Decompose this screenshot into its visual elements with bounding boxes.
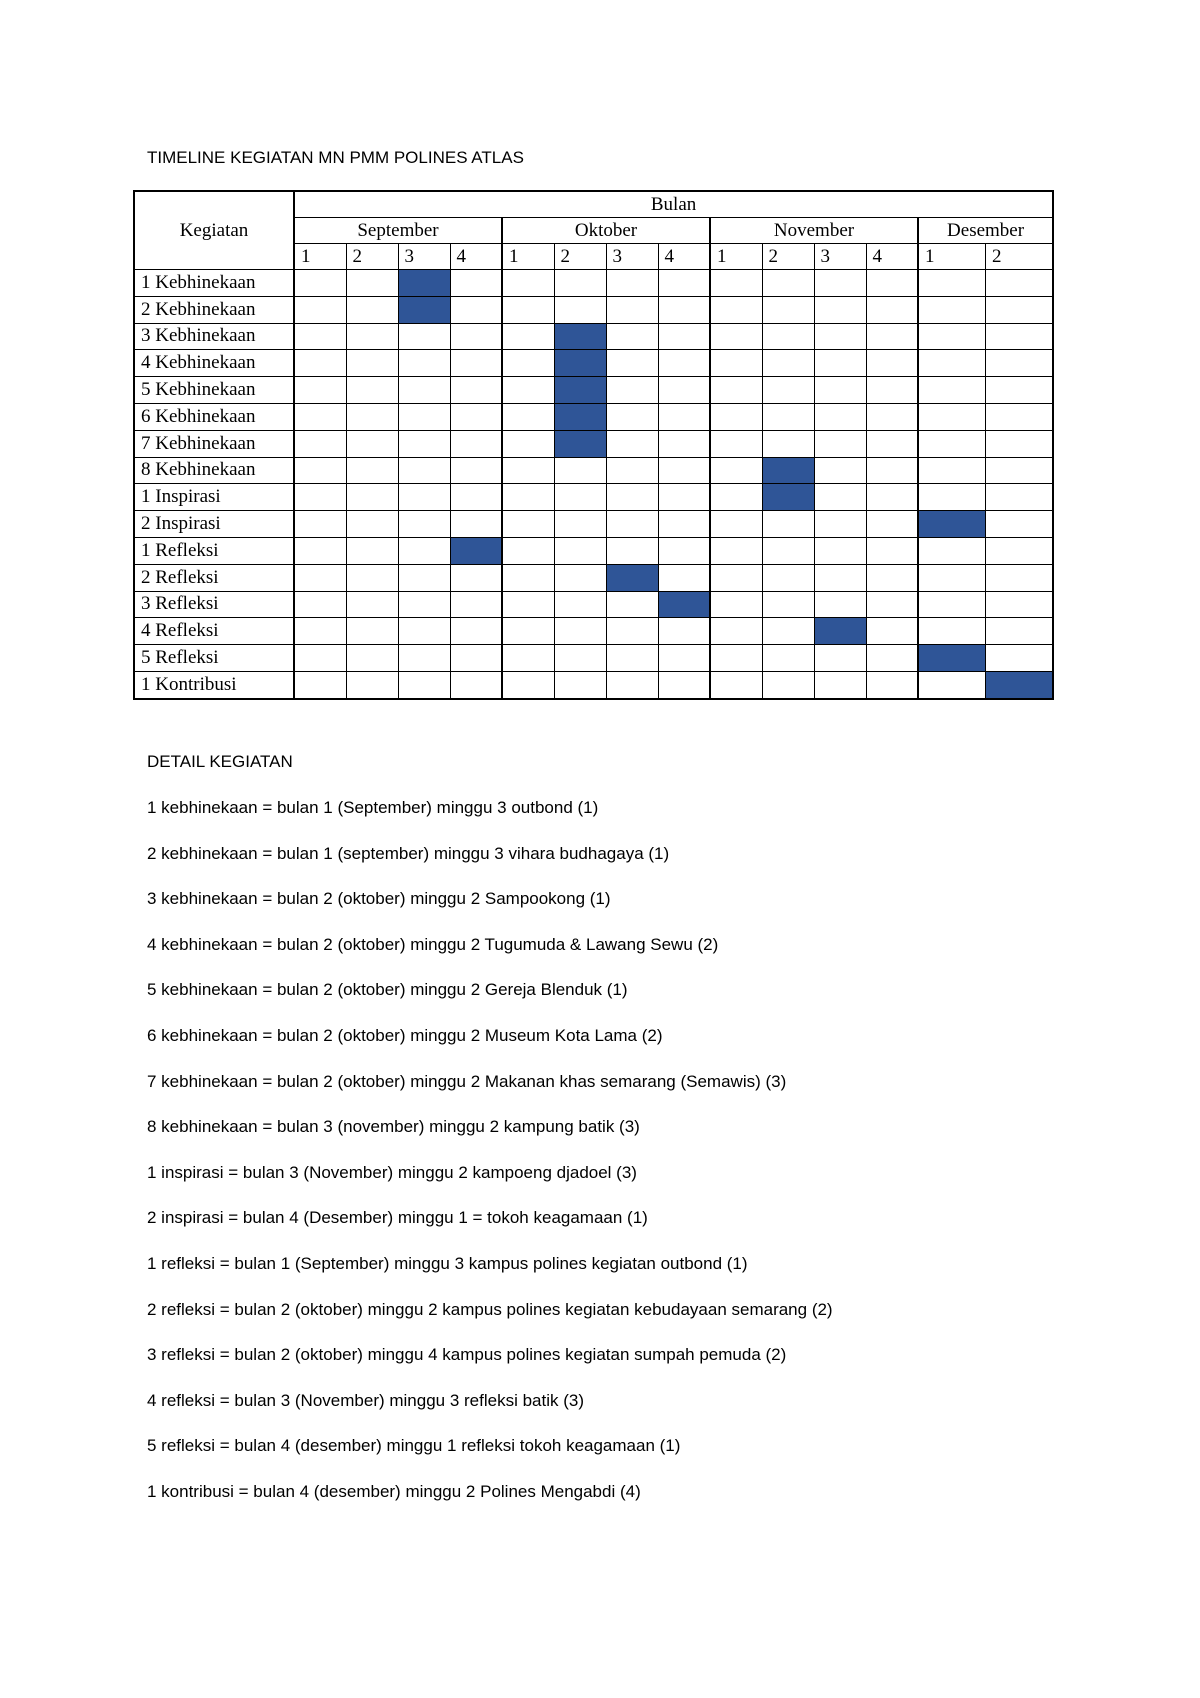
- scheduled-cell: [762, 484, 814, 511]
- week-cell: [398, 430, 450, 457]
- detail-line: 4 kebhinekaan = bulan 2 (oktober) minggu 2 Tugumuda & Lawang Sewu (2): [147, 934, 719, 954]
- week-cell: [710, 564, 762, 591]
- detail-line: 1 inspirasi = bulan 3 (November) minggu 2 kampoeng djadoel (3): [147, 1162, 637, 1182]
- week-cell: [450, 403, 502, 430]
- detail-line: 5 kebhinekaan = bulan 2 (oktober) minggu 2 Gereja Blenduk (1): [147, 980, 628, 1000]
- scheduled-cell: [554, 430, 606, 457]
- week-cell: [346, 296, 398, 323]
- week-cell: [450, 591, 502, 618]
- week-cell: [866, 296, 918, 323]
- week-cell: [710, 457, 762, 484]
- week-cell: [762, 618, 814, 645]
- week-cell: [866, 591, 918, 618]
- week-cell: [710, 403, 762, 430]
- week-cell: [294, 323, 346, 350]
- week-cell: [398, 645, 450, 672]
- week-cell: [346, 270, 398, 297]
- detail-line: 4 refleksi = bulan 3 (November) minggu 3 refleksi batik (3): [147, 1390, 584, 1410]
- week-cell: [986, 377, 1054, 404]
- activity-label: 7 Kebhinekaan: [134, 430, 294, 457]
- scheduled-cell: [658, 591, 710, 618]
- week-cell: [762, 377, 814, 404]
- week-cell: [502, 564, 554, 591]
- week-cell: [762, 350, 814, 377]
- week-cell: [762, 296, 814, 323]
- week-cell: [606, 537, 658, 564]
- week-cell: [814, 671, 866, 699]
- activity-label: 4 Refleksi: [134, 618, 294, 645]
- week-cell: [398, 591, 450, 618]
- week-cell: [814, 484, 866, 511]
- week-cell: [502, 591, 554, 618]
- week-cell: [986, 457, 1054, 484]
- table-row: [134, 270, 1053, 297]
- timeline-body: [134, 270, 1053, 700]
- week-cell: [346, 564, 398, 591]
- detail-line: 5 refleksi = bulan 4 (desember) minggu 1 refleksi tokoh keagamaan (1): [147, 1436, 681, 1456]
- activity-label: 1 Inspirasi: [134, 484, 294, 511]
- week-cell: [918, 564, 986, 591]
- table-row: [134, 484, 1053, 511]
- week-cell: [710, 511, 762, 538]
- week-cell: [606, 671, 658, 699]
- week-cell: [866, 377, 918, 404]
- week-cell: [294, 618, 346, 645]
- week-header: 2: [554, 244, 606, 270]
- week-cell: [450, 323, 502, 350]
- week-cell: [554, 591, 606, 618]
- week-cell: [346, 457, 398, 484]
- activity-label: 3 Refleksi: [134, 591, 294, 618]
- week-cell: [866, 645, 918, 672]
- week-cell: [294, 484, 346, 511]
- week-header: 1: [710, 244, 762, 270]
- week-cell: [398, 323, 450, 350]
- week-cell: [710, 270, 762, 297]
- week-cell: [866, 457, 918, 484]
- week-cell: [450, 484, 502, 511]
- week-cell: [502, 484, 554, 511]
- week-cell: [658, 457, 710, 484]
- activity-label: 8 Kebhinekaan: [134, 457, 294, 484]
- week-cell: [502, 270, 554, 297]
- week-cell: [502, 457, 554, 484]
- week-cell: [866, 350, 918, 377]
- week-cell: [918, 484, 986, 511]
- week-cell: [606, 323, 658, 350]
- scheduled-cell: [398, 296, 450, 323]
- month-header-0: September: [294, 218, 502, 244]
- detail-line: 2 inspirasi = bulan 4 (Desember) minggu 1 = tokoh keagamaan (1): [147, 1208, 648, 1228]
- week-header: 1: [502, 244, 554, 270]
- table-row: [134, 323, 1053, 350]
- week-cell: [346, 323, 398, 350]
- week-cell: [866, 270, 918, 297]
- week-cell: [554, 537, 606, 564]
- week-cell: [986, 537, 1054, 564]
- week-cell: [502, 671, 554, 699]
- table-row: [134, 511, 1053, 538]
- week-cell: [710, 350, 762, 377]
- week-cell: [294, 564, 346, 591]
- week-cell: [986, 296, 1054, 323]
- week-header: 1: [294, 244, 346, 270]
- week-cell: [814, 645, 866, 672]
- week-cell: [762, 591, 814, 618]
- week-cell: [502, 323, 554, 350]
- week-cell: [450, 511, 502, 538]
- scheduled-cell: [606, 564, 658, 591]
- week-cell: [398, 484, 450, 511]
- week-cell: [450, 296, 502, 323]
- week-cell: [554, 484, 606, 511]
- detail-line: 1 refleksi = bulan 1 (September) minggu 3 kampus polines kegiatan outbond (1): [147, 1253, 748, 1273]
- week-cell: [346, 511, 398, 538]
- week-cell: [554, 270, 606, 297]
- week-cell: [606, 350, 658, 377]
- week-cell: [554, 564, 606, 591]
- week-cell: [346, 618, 398, 645]
- detail-line: 3 kebhinekaan = bulan 2 (oktober) minggu 2 Sampookong (1): [147, 889, 611, 909]
- week-cell: [658, 377, 710, 404]
- week-cell: [398, 457, 450, 484]
- week-cell: [450, 270, 502, 297]
- week-cell: [866, 537, 918, 564]
- week-cell: [398, 403, 450, 430]
- week-cell: [346, 537, 398, 564]
- week-cell: [918, 591, 986, 618]
- detail-line: 8 kebhinekaan = bulan 3 (november) minggu 2 kampung batik (3): [147, 1117, 640, 1137]
- week-cell: [814, 296, 866, 323]
- week-cell: [814, 323, 866, 350]
- week-header: 3: [398, 244, 450, 270]
- scheduled-cell: [814, 618, 866, 645]
- week-cell: [606, 511, 658, 538]
- activity-label: 5 Refleksi: [134, 645, 294, 672]
- week-cell: [398, 618, 450, 645]
- detail-line: 1 kontribusi = bulan 4 (desember) minggu 2 Polines Mengabdi (4): [147, 1481, 641, 1501]
- week-header: 2: [762, 244, 814, 270]
- week-cell: [502, 537, 554, 564]
- week-cell: [986, 564, 1054, 591]
- week-cell: [918, 323, 986, 350]
- week-cell: [814, 403, 866, 430]
- detail-line: 2 refleksi = bulan 2 (oktober) minggu 2 kampus polines kegiatan kebudayaan semarang (2): [147, 1299, 833, 1319]
- week-cell: [918, 618, 986, 645]
- week-header: 1: [918, 244, 986, 270]
- table-row: [134, 457, 1053, 484]
- table-row: [134, 350, 1053, 377]
- week-cell: [606, 403, 658, 430]
- scheduled-cell: [554, 377, 606, 404]
- week-header: 2: [346, 244, 398, 270]
- week-cell: [294, 350, 346, 377]
- detail-line: 1 kebhinekaan = bulan 1 (September) minggu 3 outbond (1): [147, 798, 599, 817]
- week-cell: [710, 296, 762, 323]
- week-cell: [814, 377, 866, 404]
- week-cell: [762, 537, 814, 564]
- activity-label: 3 Kebhinekaan: [134, 323, 294, 350]
- week-cell: [658, 671, 710, 699]
- week-cell: [450, 618, 502, 645]
- week-cell: [918, 671, 986, 699]
- week-cell: [450, 430, 502, 457]
- week-cell: [814, 270, 866, 297]
- week-header: 4: [658, 244, 710, 270]
- week-cell: [606, 484, 658, 511]
- week-cell: [346, 350, 398, 377]
- week-cell: [658, 484, 710, 511]
- week-cell: [606, 618, 658, 645]
- week-cell: [346, 484, 398, 511]
- week-cell: [918, 350, 986, 377]
- week-cell: [710, 591, 762, 618]
- week-header: 2: [986, 244, 1054, 270]
- activity-label: 2 Inspirasi: [134, 511, 294, 538]
- week-cell: [450, 350, 502, 377]
- week-cell: [294, 270, 346, 297]
- week-cell: [986, 645, 1054, 672]
- week-header: 4: [450, 244, 502, 270]
- week-cell: [918, 296, 986, 323]
- week-cell: [986, 403, 1054, 430]
- week-cell: [658, 645, 710, 672]
- week-cell: [814, 430, 866, 457]
- scheduled-cell: [554, 350, 606, 377]
- week-cell: [710, 484, 762, 511]
- week-cell: [986, 618, 1054, 645]
- week-cell: [918, 457, 986, 484]
- table-row: [134, 430, 1053, 457]
- bulan-header: Bulan: [294, 191, 1053, 218]
- week-cell: [658, 323, 710, 350]
- week-cell: [398, 537, 450, 564]
- week-cell: [986, 591, 1054, 618]
- week-cell: [986, 323, 1054, 350]
- week-cell: [502, 430, 554, 457]
- week-cell: [346, 645, 398, 672]
- week-cell: [294, 403, 346, 430]
- week-cell: [398, 564, 450, 591]
- week-cell: [606, 457, 658, 484]
- week-cell: [658, 511, 710, 538]
- week-cell: [814, 564, 866, 591]
- scheduled-cell: [986, 671, 1054, 699]
- week-cell: [986, 350, 1054, 377]
- activity-label: 1 Kebhinekaan: [134, 270, 294, 297]
- detail-line: 2 kebhinekaan = bulan 1 (september) minggu 3 vihara budhagaya (1): [147, 843, 670, 863]
- week-cell: [398, 350, 450, 377]
- detail-list: [147, 798, 833, 1528]
- week-cell: [554, 645, 606, 672]
- page-title: TIMELINE KEGIATAN MN PMM POLINES ATLAS: [147, 148, 524, 167]
- week-cell: [502, 403, 554, 430]
- week-cell: [710, 645, 762, 672]
- week-cell: [294, 377, 346, 404]
- activity-label: 5 Kebhinekaan: [134, 377, 294, 404]
- detail-line: 7 kebhinekaan = bulan 2 (oktober) minggu 2 Makanan khas semarang (Semawis) (3): [147, 1071, 787, 1091]
- activity-label: 1 Refleksi: [134, 537, 294, 564]
- week-cell: [710, 537, 762, 564]
- week-cell: [866, 403, 918, 430]
- week-cell: [986, 511, 1054, 538]
- week-cell: [658, 430, 710, 457]
- week-cell: [450, 564, 502, 591]
- week-header: 4: [866, 244, 918, 270]
- scheduled-cell: [554, 403, 606, 430]
- week-header: 3: [606, 244, 658, 270]
- kegiatan-header: Kegiatan: [134, 191, 294, 270]
- week-cell: [606, 270, 658, 297]
- week-cell: [986, 270, 1054, 297]
- table-row: [134, 645, 1053, 672]
- week-cell: [918, 270, 986, 297]
- week-cell: [814, 457, 866, 484]
- week-cell: [658, 564, 710, 591]
- week-cell: [294, 537, 346, 564]
- week-cell: [450, 671, 502, 699]
- week-cell: [762, 403, 814, 430]
- detail-line: 6 kebhinekaan = bulan 2 (oktober) minggu 2 Museum Kota Lama (2): [147, 1025, 663, 1045]
- header-row-bulan: [134, 191, 1053, 218]
- week-cell: [762, 270, 814, 297]
- week-cell: [346, 591, 398, 618]
- table-row: [134, 403, 1053, 430]
- scheduled-cell: [450, 537, 502, 564]
- week-cell: [398, 511, 450, 538]
- week-cell: [606, 377, 658, 404]
- week-cell: [814, 511, 866, 538]
- week-cell: [762, 564, 814, 591]
- week-cell: [554, 671, 606, 699]
- scheduled-cell: [762, 457, 814, 484]
- week-cell: [658, 537, 710, 564]
- week-cell: [986, 430, 1054, 457]
- table-row: [134, 377, 1053, 404]
- activity-label: 6 Kebhinekaan: [134, 403, 294, 430]
- table-row: [134, 618, 1053, 645]
- week-cell: [866, 323, 918, 350]
- week-cell: [554, 618, 606, 645]
- week-cell: [502, 350, 554, 377]
- week-cell: [658, 403, 710, 430]
- week-cell: [294, 457, 346, 484]
- week-cell: [554, 511, 606, 538]
- scheduled-cell: [918, 511, 986, 538]
- week-cell: [606, 591, 658, 618]
- week-cell: [606, 430, 658, 457]
- week-cell: [866, 564, 918, 591]
- week-cell: [918, 377, 986, 404]
- week-cell: [710, 671, 762, 699]
- week-cell: [346, 430, 398, 457]
- week-cell: [450, 645, 502, 672]
- table-row: [134, 564, 1053, 591]
- week-cell: [554, 296, 606, 323]
- week-cell: [294, 296, 346, 323]
- table-row: [134, 296, 1053, 323]
- week-cell: [918, 403, 986, 430]
- week-cell: [450, 457, 502, 484]
- timeline-table: [133, 190, 1054, 700]
- week-cell: [502, 511, 554, 538]
- week-cell: [658, 350, 710, 377]
- activity-label: 2 Kebhinekaan: [134, 296, 294, 323]
- month-header-2: November: [710, 218, 918, 244]
- week-cell: [710, 323, 762, 350]
- detail-line: 3 refleksi = bulan 2 (oktober) minggu 4 kampus polines kegiatan sumpah pemuda (2): [147, 1345, 787, 1365]
- week-cell: [606, 645, 658, 672]
- week-cell: [346, 377, 398, 404]
- week-cell: [866, 511, 918, 538]
- week-cell: [866, 671, 918, 699]
- month-header-3: Desember: [918, 218, 1053, 244]
- week-cell: [710, 430, 762, 457]
- month-header-1: Oktober: [502, 218, 710, 244]
- detail-section: [147, 752, 833, 1528]
- week-cell: [986, 484, 1054, 511]
- week-cell: [918, 430, 986, 457]
- week-cell: [346, 671, 398, 699]
- activity-label: 1 Kontribusi: [134, 671, 294, 699]
- week-cell: [294, 645, 346, 672]
- week-cell: [294, 671, 346, 699]
- week-cell: [606, 296, 658, 323]
- week-cell: [398, 671, 450, 699]
- scheduled-cell: [918, 645, 986, 672]
- week-cell: [710, 618, 762, 645]
- week-cell: [502, 377, 554, 404]
- week-cell: [762, 671, 814, 699]
- week-cell: [658, 296, 710, 323]
- scheduled-cell: [554, 323, 606, 350]
- week-cell: [918, 537, 986, 564]
- week-cell: [814, 537, 866, 564]
- week-cell: [814, 591, 866, 618]
- week-cell: [294, 430, 346, 457]
- week-cell: [658, 270, 710, 297]
- week-cell: [762, 645, 814, 672]
- week-cell: [866, 484, 918, 511]
- week-cell: [814, 350, 866, 377]
- week-header: 3: [814, 244, 866, 270]
- activity-label: 2 Refleksi: [134, 564, 294, 591]
- week-cell: [710, 377, 762, 404]
- week-cell: [502, 645, 554, 672]
- table-row: [134, 591, 1053, 618]
- detail-heading: DETAIL KEGIATAN: [147, 752, 293, 771]
- week-cell: [866, 430, 918, 457]
- week-cell: [762, 430, 814, 457]
- week-cell: [502, 296, 554, 323]
- week-cell: [346, 403, 398, 430]
- week-cell: [554, 457, 606, 484]
- week-cell: [398, 377, 450, 404]
- table-row: [134, 671, 1053, 699]
- activity-label: 4 Kebhinekaan: [134, 350, 294, 377]
- week-cell: [294, 511, 346, 538]
- week-cell: [866, 618, 918, 645]
- week-cell: [658, 618, 710, 645]
- week-cell: [762, 511, 814, 538]
- week-cell: [762, 323, 814, 350]
- scheduled-cell: [398, 270, 450, 297]
- week-cell: [294, 591, 346, 618]
- week-cell: [450, 377, 502, 404]
- week-cell: [502, 618, 554, 645]
- table-row: [134, 537, 1053, 564]
